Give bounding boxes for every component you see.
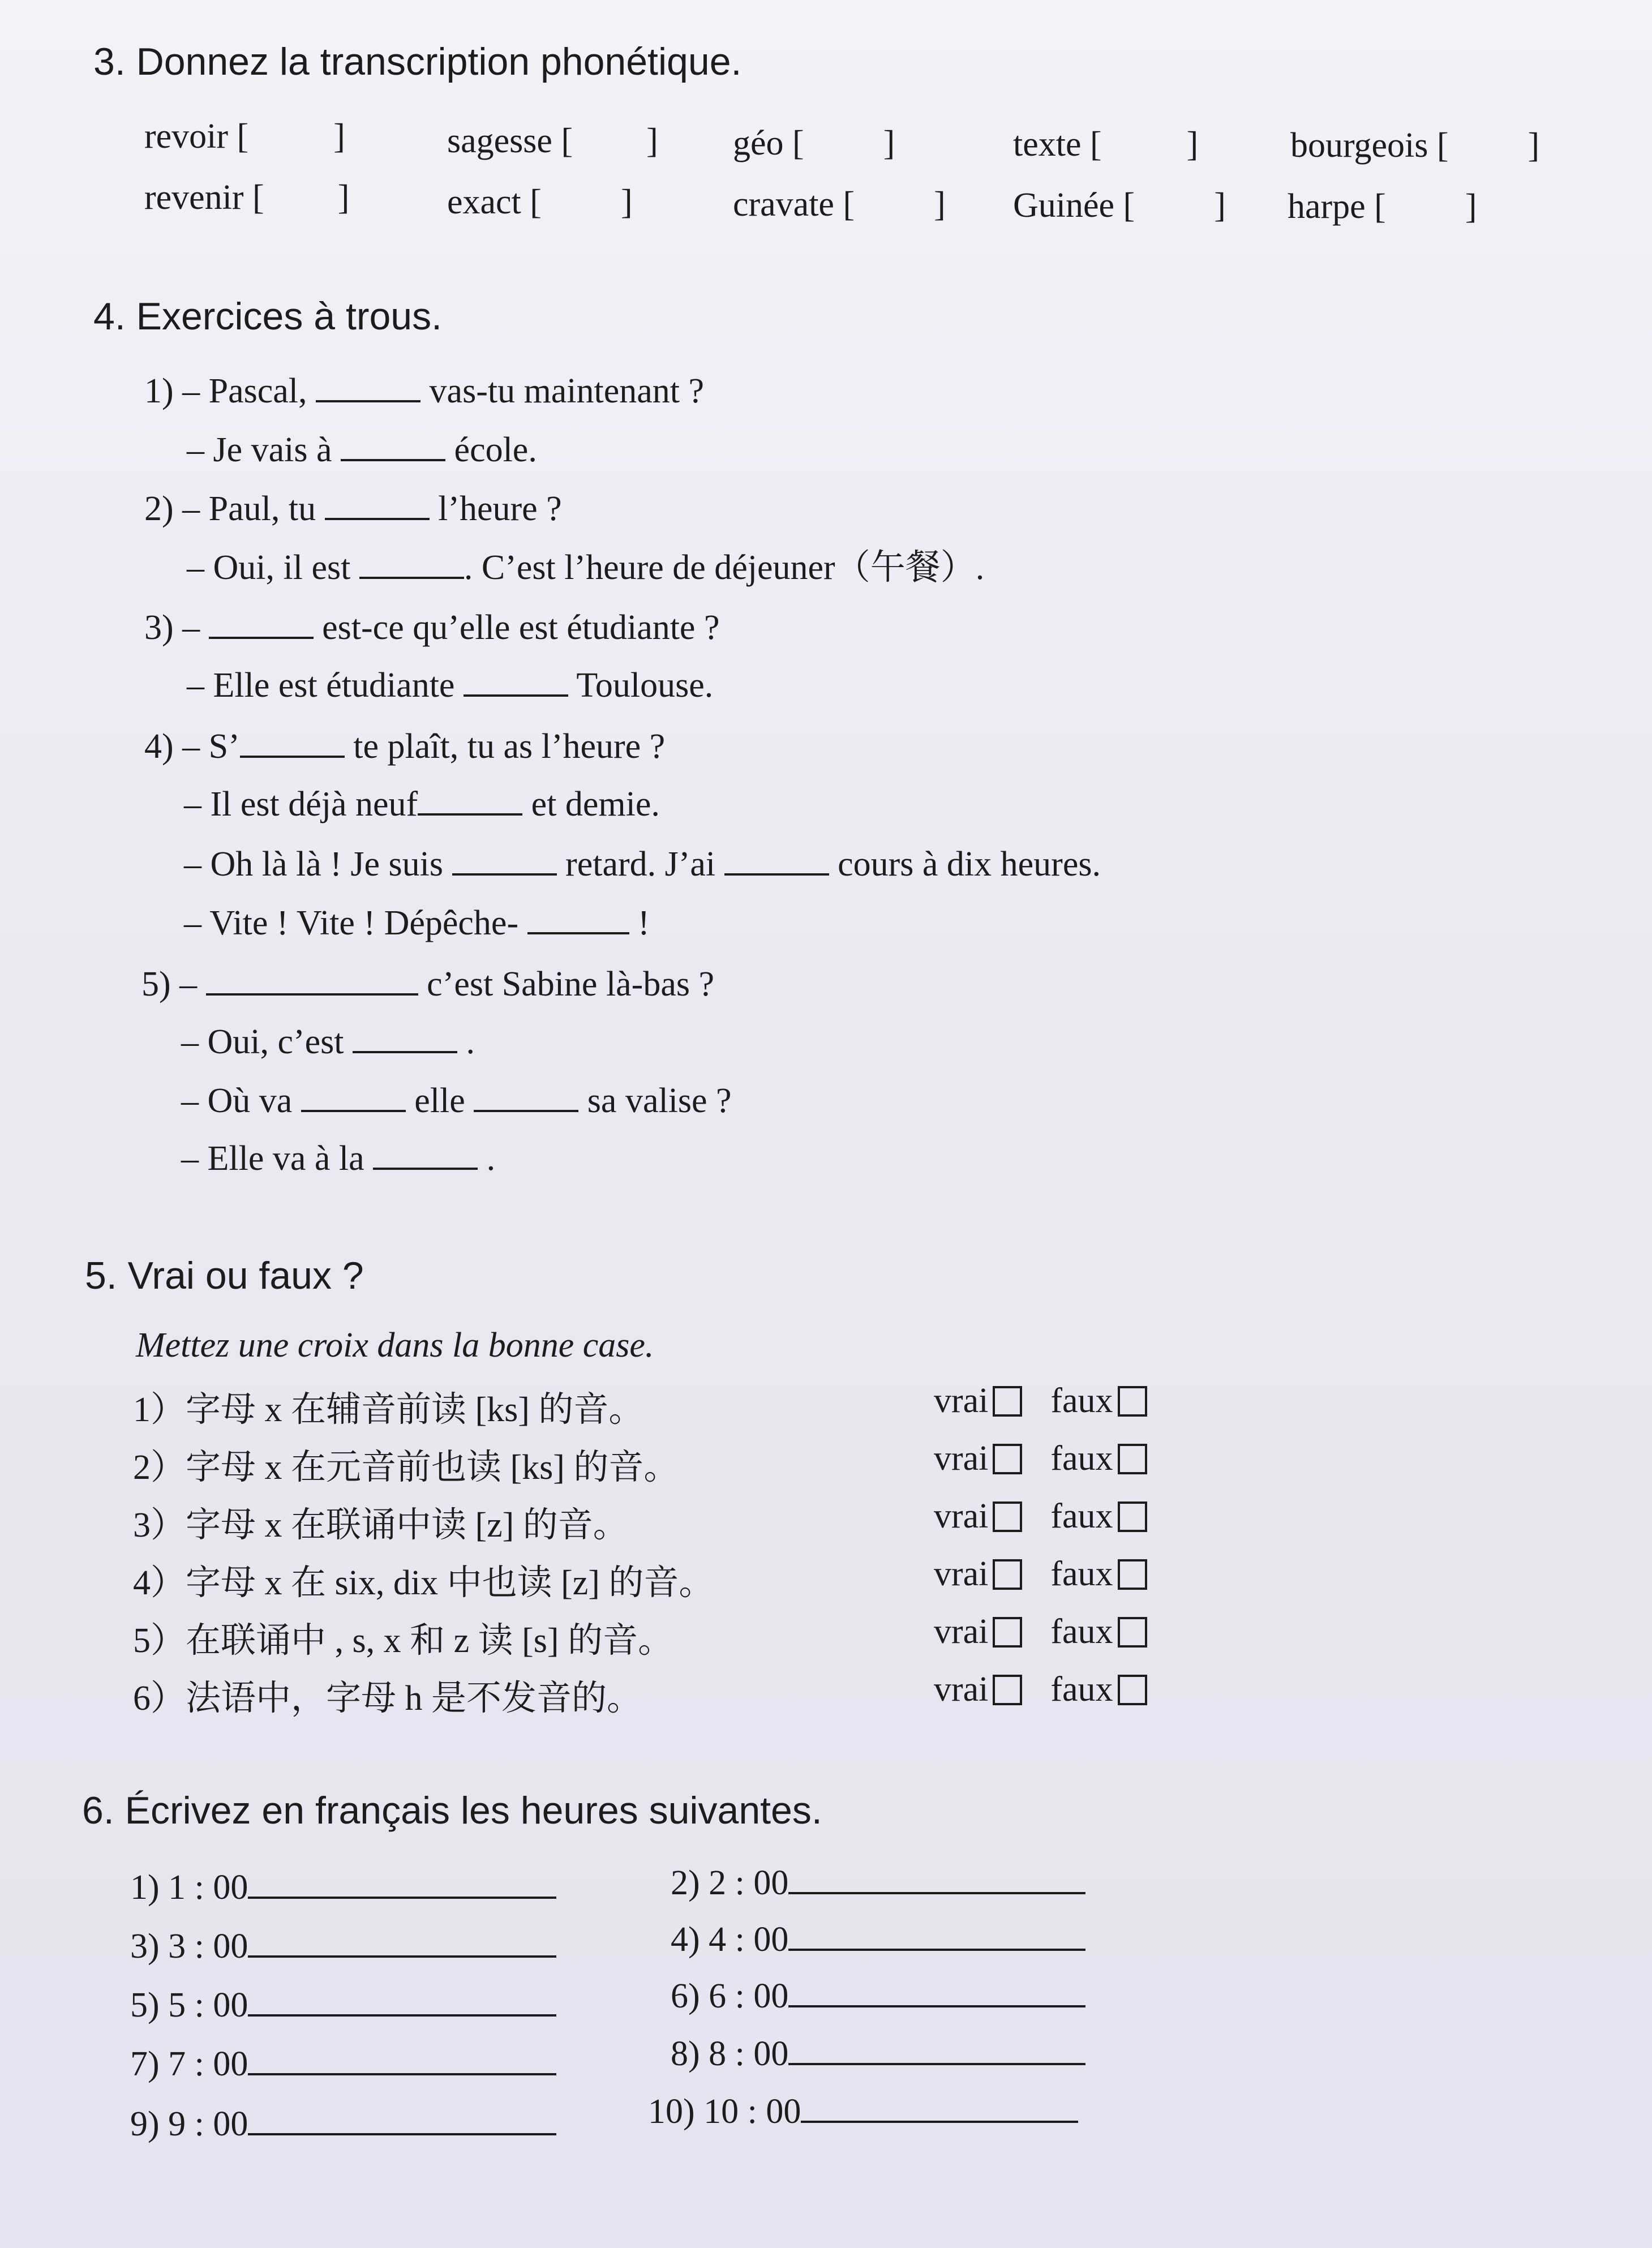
answer-blank[interactable] [325, 492, 430, 520]
answer-blank[interactable] [353, 1025, 457, 1053]
vrai-checkbox[interactable] [993, 1501, 1022, 1532]
phonetic-item: harpe [ ] [1288, 187, 1477, 226]
exercise-line: 4) – S’ te plaît, tu as l’heure ? [144, 727, 666, 766]
answer-blank[interactable] [527, 906, 629, 934]
vrai-faux-choices: vrai faux [934, 1439, 1147, 1479]
exercise-line: 2) – Paul, tu l’heure ? [144, 490, 562, 528]
answer-blank[interactable] [452, 847, 557, 876]
answer-blank[interactable] [724, 847, 829, 876]
answer-blank[interactable] [373, 1142, 478, 1170]
time-item: 3) 3 : 00 [130, 1929, 556, 1964]
exercise-line: 3) – est-ce qu’elle est étudiante ? [144, 608, 720, 647]
phonetic-item: Guinée [ ] [1013, 186, 1226, 225]
answer-blank[interactable] [359, 551, 464, 579]
vrai-checkbox[interactable] [993, 1559, 1022, 1590]
answer-blank[interactable] [206, 967, 418, 996]
exercise-line: – Oui, il est . C’est l’heure de déjeuner（午餐）. [187, 548, 985, 587]
answer-blank[interactable] [801, 2095, 1078, 2123]
vrai-checkbox[interactable] [993, 1617, 1022, 1648]
answer-blank[interactable] [316, 374, 420, 402]
vrai-checkbox[interactable] [993, 1675, 1022, 1705]
section-4-title: 4. Exercices à trous. [93, 295, 443, 338]
answer-blank[interactable] [464, 668, 568, 697]
time-item: 10) 10 : 00 [648, 2094, 1078, 2129]
answer-blank[interactable] [418, 787, 522, 816]
answer-blank[interactable] [248, 1929, 556, 1958]
answer-blank[interactable] [474, 1084, 578, 1112]
exercise-line: – Oui, c’est . [181, 1023, 475, 1061]
exercise-line: – Où va elle sa valise ? [181, 1082, 732, 1120]
answer-blank[interactable] [248, 1871, 556, 1899]
time-item: 2) 2 : 00 [671, 1865, 1085, 1900]
vrai-faux-choices: vrai faux [934, 1496, 1147, 1537]
exercise-line: 1) – Pascal, vas-tu maintenant ? [144, 372, 705, 410]
answer-blank[interactable] [248, 1988, 556, 2017]
faux-checkbox[interactable] [1118, 1675, 1147, 1705]
answer-blank[interactable] [788, 1866, 1085, 1894]
time-item: 8) 8 : 00 [671, 2036, 1085, 2071]
time-item: 5) 5 : 00 [130, 1988, 556, 2023]
faux-checkbox[interactable] [1118, 1501, 1147, 1532]
faux-checkbox[interactable] [1118, 1386, 1147, 1417]
phonetic-item: revenir [ ] [144, 178, 350, 217]
time-item: 7) 7 : 00 [130, 2047, 556, 2082]
answer-blank[interactable] [301, 1084, 406, 1112]
exercise-line: – Elle est étudiante Toulouse. [187, 666, 714, 705]
exercise-line: – Elle va à la . [181, 1139, 496, 1178]
vrai-faux-choices: vrai faux [934, 1612, 1147, 1652]
answer-blank[interactable] [788, 1979, 1085, 2007]
answer-blank[interactable] [788, 2037, 1085, 2065]
section-3-title: 3. Donnez la transcription phonétique. [93, 40, 742, 83]
section-5-instruction: Mettez une croix dans la bonne case. [136, 1326, 654, 1365]
vrai-faux-row: 5）在联诵中 , s, x 和 z 读 [s] 的音。 [133, 1621, 673, 1660]
phonetic-item: cravate [ ] [733, 185, 946, 224]
vrai-faux-row: 1）字母 x 在辅音前读 [ks] 的音。 [133, 1391, 644, 1429]
phonetic-item: sagesse [ ] [447, 122, 658, 160]
vrai-faux-row: 4）字母 x 在 six, dix 中也读 [z] 的音。 [133, 1564, 714, 1602]
answer-blank[interactable] [248, 2107, 556, 2135]
answer-blank[interactable] [240, 730, 345, 758]
vrai-faux-choices: vrai faux [934, 1670, 1147, 1710]
faux-checkbox[interactable] [1118, 1617, 1147, 1648]
exercise-line: – Il est déjà neuf et demie. [184, 785, 660, 823]
time-item: 4) 4 : 00 [671, 1922, 1085, 1957]
time-item: 1) 1 : 00 [130, 1870, 556, 1905]
vrai-faux-choices: vrai faux [934, 1554, 1147, 1594]
faux-checkbox[interactable] [1118, 1559, 1147, 1590]
vrai-checkbox[interactable] [993, 1444, 1022, 1474]
answer-blank[interactable] [788, 1923, 1085, 1951]
vrai-faux-choices: vrai faux [934, 1381, 1147, 1421]
phonetic-item: bourgeois [ ] [1290, 126, 1540, 165]
vrai-faux-row: 3）字母 x 在联诵中读 [z] 的音。 [133, 1506, 628, 1545]
exercise-line: – Vite ! Vite ! Dépêche- ! [184, 904, 650, 942]
time-item: 6) 6 : 00 [671, 1979, 1085, 2014]
phonetic-item: exact [ ] [447, 183, 633, 221]
vrai-checkbox[interactable] [993, 1386, 1022, 1417]
phonetic-item: géo [ ] [733, 124, 895, 162]
vrai-faux-row: 6）法语中，字母 h 是不发音的。 [133, 1679, 642, 1718]
exercise-line: 5) – c’est Sabine là-bas ? [141, 965, 714, 1003]
exercise-line: – Je vais à école. [187, 431, 537, 469]
phonetic-item: revoir [ ] [144, 117, 345, 156]
section-5-title: 5. Vrai ou faux ? [85, 1254, 364, 1297]
answer-blank[interactable] [248, 2047, 556, 2075]
exercise-line: – Oh là là ! Je suis retard. J’ai cours à dix heures. [184, 845, 1101, 883]
answer-blank[interactable] [209, 611, 314, 639]
answer-blank[interactable] [341, 433, 445, 461]
phonetic-item: texte [ ] [1013, 125, 1199, 164]
time-item: 9) 9 : 00 [130, 2107, 556, 2142]
vrai-faux-row: 2）字母 x 在元音前也读 [ks] 的音。 [133, 1448, 679, 1487]
faux-checkbox[interactable] [1118, 1444, 1147, 1474]
section-6-title: 6. Écrivez en français les heures suivantes. [82, 1789, 822, 1832]
